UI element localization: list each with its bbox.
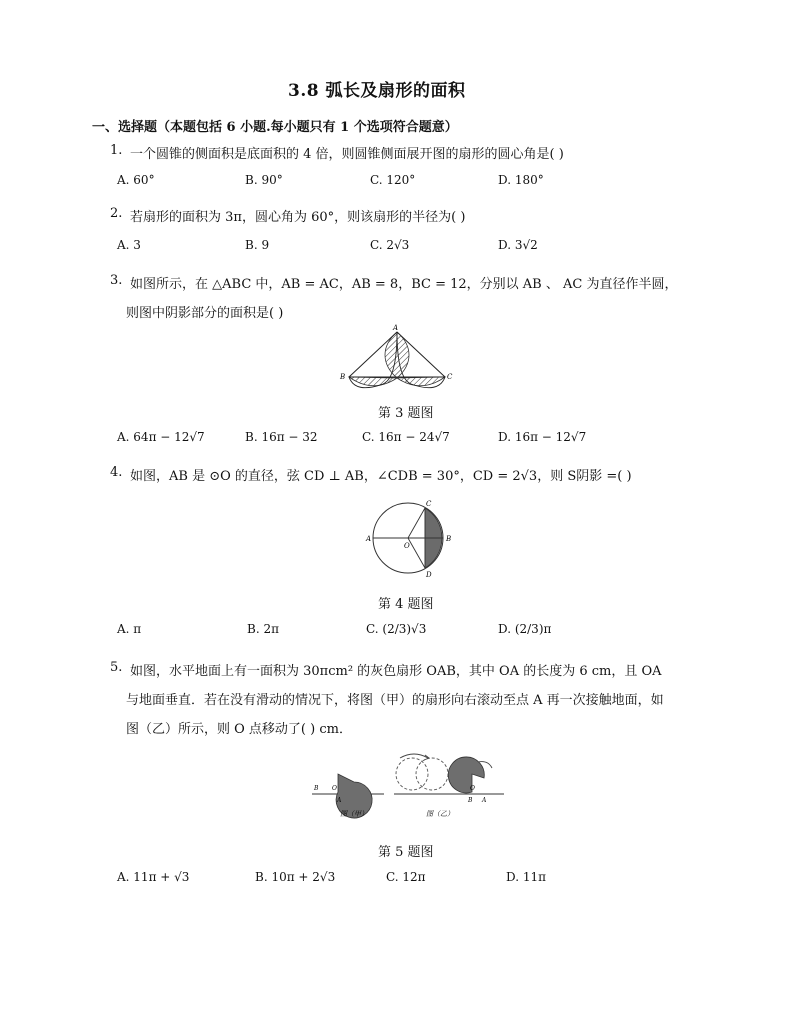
q2-option-a[interactable]: A. 3 [117, 238, 141, 252]
fig3-label-a: A [393, 324, 399, 332]
fig5-caption-yi: 图（乙） [426, 810, 454, 818]
question-5-text-line1: 如图，水平地面上有一面积为 30πcm² 的灰色扇形 OAB，其中 OA 的长度为 6 cm，且 OA [130, 664, 662, 679]
fig4-label-c: C [426, 500, 432, 508]
q4-option-d[interactable]: D. (2/3)π [498, 622, 552, 636]
fig5-label-a-yi: A [482, 797, 487, 804]
q3-option-d[interactable]: D. 16π − 12√7 [498, 430, 587, 444]
q1-option-c[interactable]: C. 120° [370, 173, 416, 187]
figure-3-caption: 第 3 题图 [378, 406, 434, 421]
section-heading: 一、选择题（本题包括 6 小题.每小题只有 1 个选项符合题意） [92, 120, 458, 135]
page-title: 3.8 弧长及扇形的面积 [288, 81, 466, 101]
question-5-number: 5. [110, 660, 123, 675]
q5-option-c[interactable]: C. 12π [386, 870, 426, 884]
question-3-text-line2: 则图中阴影部分的面积是( ) [126, 306, 284, 321]
fig5-label-b-jia: B [314, 785, 319, 792]
q3-option-c[interactable]: C. 16π − 24√7 [362, 430, 450, 444]
fig5-label-b-yi: B [468, 797, 473, 804]
fig4-label-a: A [366, 535, 372, 543]
q2-option-b[interactable]: B. 9 [245, 238, 270, 252]
question-5-text-line2: 与地面垂直．若在没有滑动的情况下，将图（甲）的扇形向右滚动至点 A 再一次接触地面，如 [126, 693, 664, 708]
fig3-label-c: C [447, 373, 453, 381]
fig5-label-o-yi: O [470, 785, 475, 792]
figure-3-diagram [335, 322, 465, 392]
q3-option-a[interactable]: A. 64π − 12√7 [117, 430, 205, 444]
q1-option-a[interactable]: A. 60° [117, 173, 155, 187]
q1-option-b[interactable]: B. 90° [245, 173, 283, 187]
q2-option-d[interactable]: D. 3√2 [498, 238, 538, 252]
figure-4-diagram [366, 500, 462, 580]
fig5-label-a-jia: A [337, 797, 342, 804]
question-3-text-line1: 如图所示，在 △ABC 中，AB = AC，AB = 8，BC = 12，分别以 AB 、 AC 为直径作半圆， [130, 277, 678, 292]
fig5-caption-jia: 图（甲） [340, 810, 368, 818]
fig4-label-d: D [426, 571, 432, 579]
q5-option-d[interactable]: D. 11π [506, 870, 546, 884]
q1-option-d[interactable]: D. 180° [498, 173, 544, 187]
q3-option-b[interactable]: B. 16π − 32 [245, 430, 318, 444]
fig5-label-o-jia: O [332, 785, 337, 792]
question-1-number: 1. [110, 143, 123, 158]
q5-option-b[interactable]: B. 10π + 2√3 [255, 870, 336, 884]
q2-option-c[interactable]: C. 2√3 [370, 238, 410, 252]
fig4-label-o: O [404, 542, 410, 550]
question-3-number: 3. [110, 273, 123, 288]
question-5-text-line3: 图（乙）所示，则 O 点移动了( ) cm． [126, 722, 352, 737]
q4-option-c[interactable]: C. (2/3)√3 [366, 622, 427, 636]
question-2-text: 若扇形的面积为 3π，圆心角为 60°，则该扇形的半径为( ) [130, 210, 466, 225]
figure-5-caption: 第 5 题图 [378, 845, 434, 860]
q4-option-b[interactable]: B. 2π [247, 622, 279, 636]
question-2-number: 2. [110, 206, 123, 221]
question-4-text: 如图，AB 是 ⊙O 的直径，弦 CD ⊥ AB，∠CDB = 30°，CD = 2√3，则 S阴影 =( ) [130, 469, 632, 484]
figure-5-diagram [304, 752, 504, 822]
fig3-label-b: B [340, 373, 346, 381]
fig4-label-b: B [446, 535, 452, 543]
q5-option-a[interactable]: A. 11π + √3 [117, 870, 190, 884]
figure-4-caption: 第 4 题图 [378, 597, 434, 612]
question-1-text: 一个圆锥的侧面积是底面积的 4 倍，则圆锥侧面展开图的扇形的圆心角是( ) [130, 147, 564, 162]
q4-option-a[interactable]: A. π [117, 622, 142, 636]
question-4-number: 4. [110, 465, 123, 480]
